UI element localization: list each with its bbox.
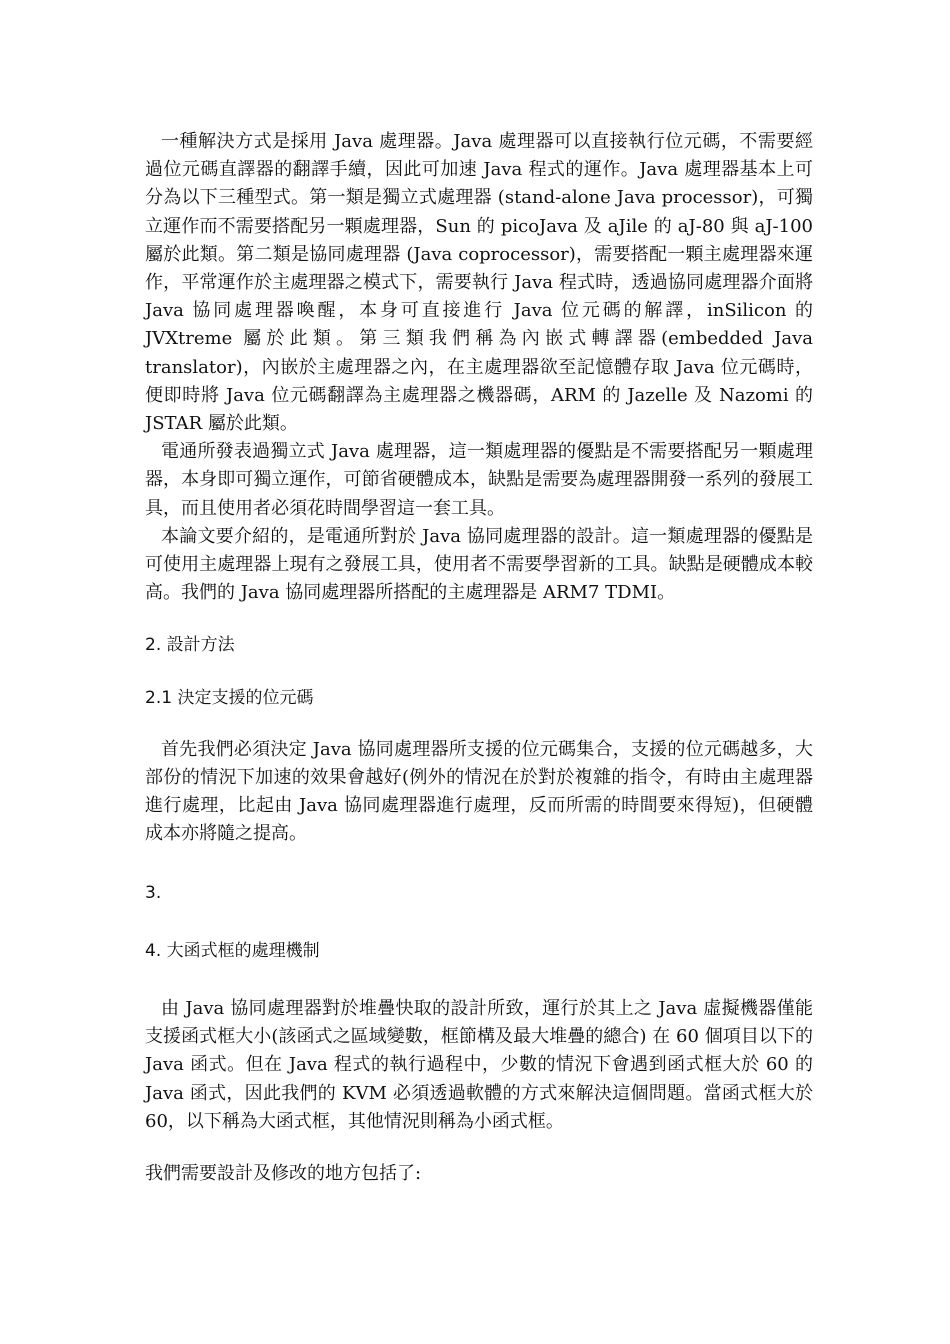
section-heading-3: 3.: [145, 882, 162, 903]
paragraph-coprocessor-intro: 本論文要介紹的，是電通所對於 Java 協同處理器的設計。這一類處理器的優點是可使用主處理器上現有之發展工具，使用者不需要學習新的工具。缺點是硬體成本較高。我們的 Java 協同處理器所搭配的主處理器是 ARM7 TDMI。: [145, 525, 813, 604]
section-heading-design-method: 2. 設計方法: [145, 635, 235, 656]
spacer: [145, 607, 813, 631]
paragraph-java-processor-types: 一種解決方式是採用 Java 處理器。Java 處理器可以直接執行位元碼，不需要經過位元碼直譯器的翻譯手續，因此可加速 Java 程式的運作。Java 處理器基本上可分為以下三種型式。第一類是獨立式處理器 (stand-alone Java processor)，可獨立運作而不需要搭配另一顆處理器，Sun 的 picoJava 及 aJile 的 aJ-80 與 aJ-100 屬於此類。第二類是協同處理器 (Java coprocessor)，需要搭配一顆主處理器來運作，平常運作於主處理器之模式下，需要執行 Java 程式時，透過協同處理器介面將 Java 協同處理器喚醒，本身可直接進行 Java 位元碼的解譯，inSilicon 的 JVXtreme 屬於此類。第三類我們稱為內嵌式轉譯器(embedded Java translator)，內嵌於主處理器之內，在主處理器欲至記憶體存取 Java 位元碼時，便即時將 Java 位元碼翻譯為主處理器之機器碼，ARM 的 Jazelle 及 Nazomi 的 JSTAR 屬於此類。: [145, 131, 813, 435]
spacer: [145, 849, 813, 879]
spacer: [145, 712, 813, 736]
spacer: [145, 1136, 813, 1160]
section-heading-large-frame: 4. 大函式框的處理機制: [145, 940, 320, 961]
paragraph-standalone-processor: 電通所發表過獨立式 Java 處理器，這一類處理器的優點是不需要搭配另一顆處理器，本身即可獨立運作，可節省硬體成本，缺點是需要為處理器開發一系列的發展工具，而且使用者必須花時間學習這一套工具。: [145, 441, 813, 519]
paragraph-bytecode-set: 首先我們必須決定 Java 協同處理器所支援的位元碼集合，支援的位元碼越多，大部份的情況下加速的效果會越好(例外的情況在於對於複雜的指令，有時由主處理器進行處理，比起由 Java 協同處理器進行處理，反而所需的時間要來得短)，但硬體成本亦將隨之提高。: [145, 738, 813, 845]
paragraph-large-frame-handling: 由 Java 協同處理器對於堆疊快取的設計所致，運行於其上之 Java 虛擬機器僅能支援函式框大小(該函式之區域變數，框節構及最大堆疊的總合) 在 60 個項目以下的 Java 函式。但在 Java 程式的執行過程中，少數的情況下會遇到函式框大於 60 的 Java 函式，因此我們的 KVM 必須透過軟體的方式來解決這個問題。當函式框大於 60，以下稱為大函式框，其他情況則稱為小函式框。: [145, 998, 813, 1132]
subsection-heading-supported-bytecodes: 2.1 決定支援的位元碼: [145, 687, 314, 708]
spacer: [145, 965, 813, 995]
document-page: [145, 128, 813, 1188]
spacer: [145, 907, 813, 937]
spacer: [145, 660, 813, 684]
paragraph-modifications: 我們需要設計及修改的地方包括了:: [145, 1163, 422, 1185]
